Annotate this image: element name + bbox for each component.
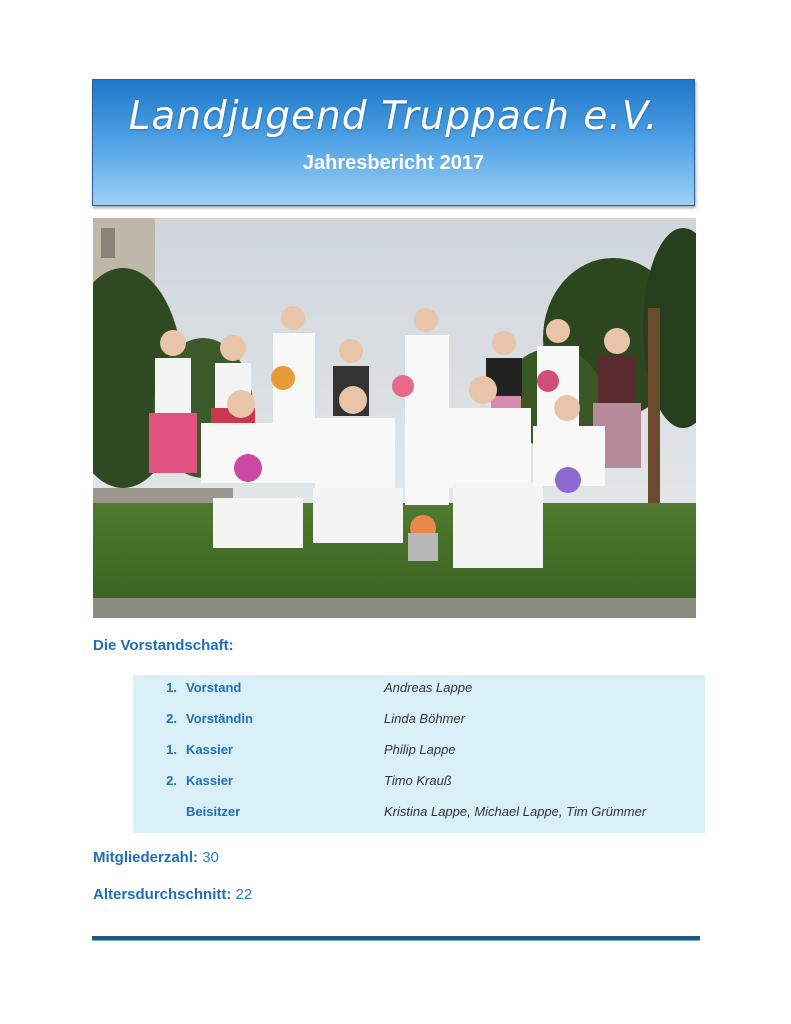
- group-photo: [93, 218, 696, 618]
- board-row-role: Kassier: [186, 773, 233, 788]
- age-stat: [93, 886, 252, 903]
- page-title: Landjugend Truppach e.V.: [128, 94, 659, 139]
- board-row-name: Linda Böhmer: [384, 711, 465, 726]
- group-photo-illustration: [93, 218, 696, 618]
- board-row-number: 1.: [166, 742, 177, 757]
- board-row: [133, 742, 705, 762]
- page-subtitle: Jahresbericht 2017: [302, 152, 485, 174]
- board-row: [133, 680, 705, 700]
- board-row-role: Vorständin: [186, 711, 253, 726]
- board-table: [133, 675, 705, 833]
- board-row-role: Vorstand: [186, 680, 242, 695]
- board-row: [133, 773, 705, 793]
- board-row: [133, 804, 705, 824]
- members-value: 30: [202, 849, 219, 866]
- board-row-number: 2.: [166, 773, 177, 788]
- age-value: 22: [235, 886, 253, 903]
- footer-divider: [92, 936, 700, 941]
- board-row: [133, 711, 705, 731]
- board-row-name: Philip Lappe: [384, 742, 456, 757]
- board-row-role: Beisitzer: [186, 804, 241, 819]
- board-row-name: Timo Krauß: [384, 773, 452, 788]
- board-row-role: Kassier: [186, 742, 233, 757]
- board-row-number: 1.: [166, 680, 177, 695]
- members-label: Mitgliederzahl:: [93, 849, 199, 866]
- board-row-name: Andreas Lappe: [384, 680, 473, 695]
- age-label: Altersdurchschnitt:: [93, 886, 232, 903]
- title-box: [92, 79, 695, 206]
- members-stat: [93, 849, 219, 866]
- board-heading: Die Vorstandschaft:: [93, 637, 234, 654]
- board-row-name: Kristina Lappe, Michael Lappe, Tim Grümmer: [384, 804, 647, 819]
- board-row-number: 2.: [166, 711, 177, 726]
